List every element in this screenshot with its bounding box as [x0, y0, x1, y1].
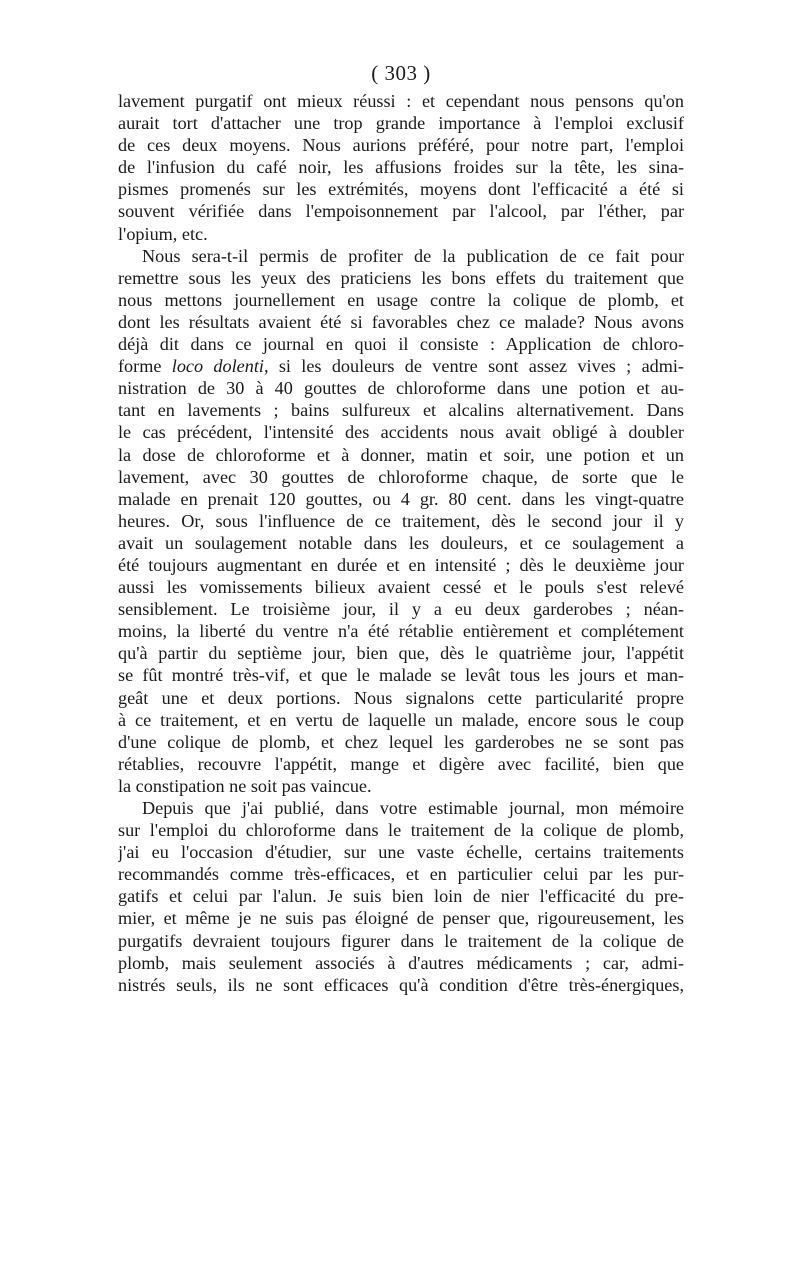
body-text — [118, 90, 684, 996]
text-line: nistrés seuls, ils ne sont efficaces qu'à condition d'être très-énergiques, — [118, 974, 684, 995]
text-line: de ces deux moyens. Nous aurions préféré, pour notre part, l'emploi — [118, 135, 684, 156]
text-line: aussi les vomissements bilieux avaient cessé et le pouls s'est relevé — [118, 577, 684, 598]
paragraph-2 — [118, 245, 684, 797]
text-line: aurait tort d'attacher une trop grande importance à l'emploi exclusif — [118, 113, 684, 134]
text-line: gatifs et celui par l'alun. Je suis bien loin de nier l'efficacité du pre- — [118, 886, 684, 907]
text-line: malade en prenait 120 gouttes, ou 4 gr. 80 cent. dans les vingt-quatre — [118, 488, 684, 509]
text-line: purgatifs devraient toujours figurer dans le traitement de la colique de — [118, 930, 684, 951]
text-line: plomb, mais seulement associés à d'autres médicaments ; car, admi- — [118, 952, 684, 973]
text-line: le cas précédent, l'intensité des accidents nous avait obligé à doubler — [118, 422, 684, 443]
text-line: rétablies, recouvre l'appétit, mange et digère avec facilité, bien que — [118, 753, 684, 774]
text-line: forme loco dolenti, si les douleurs de ventre sont assez vives ; admi- — [118, 356, 684, 377]
text-line: Nous sera-t-il permis de profiter de la publication de ce fait pour — [142, 245, 684, 266]
text-line: nistration de 30 à 40 gouttes de chloroforme dans une potion et au- — [118, 378, 684, 399]
text-line: lavement purgatif ont mieux réussi : et cependant nous pensons qu'on — [118, 91, 684, 111]
text-line: lavement, avec 30 gouttes de chloroforme chaque, de sorte que le — [118, 466, 684, 487]
document-page — [118, 58, 684, 996]
text-line: recommandés comme très-efficaces, et en particulier celui par les pur- — [118, 864, 684, 885]
text-line: j'ai eu l'occasion d'étudier, sur une vaste échelle, certains traitements — [118, 842, 684, 863]
text-line: à ce traitement, et en vertu de laquelle un malade, encore sous le coup — [118, 709, 684, 730]
text-line: l'opium, etc. — [118, 223, 208, 244]
text-line: la dose de chloroforme et à donner, matin et soir, une potion et un — [118, 444, 684, 465]
text-line: nous mettons journellement en usage contre la colique de plomb, et — [118, 289, 684, 310]
paragraph-3 — [118, 797, 684, 996]
text-line: avait un soulagement notable dans les douleurs, et ce soulagement a — [118, 532, 684, 553]
text-line: se fût montré très-vif, et que le malade se levât tous les jours et man- — [118, 665, 684, 686]
text-line: sur l'emploi du chloroforme dans le traitement de la colique de plomb, — [118, 820, 684, 841]
text-line: mier, et même je ne suis pas éloigné de penser que, rigoureusement, les — [118, 908, 684, 929]
text-line: d'une colique de plomb, et chez lequel les garderobes ne se sont pas — [118, 731, 684, 752]
text-line: pismes promenés sur les extrémités, moyens dont l'efficacité a été si — [118, 179, 684, 200]
text-line: remettre sous les yeux des praticiens les bons effets du traitement que — [118, 267, 684, 288]
text-line: la constipation ne soit pas vaincue. — [118, 775, 372, 796]
paragraph-1 — [118, 90, 684, 245]
text-line: souvent vérifiée dans l'empoisonnement par l'alcool, par l'éther, par — [118, 201, 684, 222]
text-line: de l'infusion du café noir, les affusions froides sur la tête, les sina- — [118, 157, 684, 178]
text-line: dont les résultats avaient été si favorables chez ce malade? Nous avons — [118, 311, 684, 332]
text-line: geât une et deux portions. Nous signalons cette particularité propre — [118, 687, 684, 708]
text-line: sensiblement. Le troisième jour, il y a eu deux garderobes ; néan- — [118, 599, 684, 620]
text-line: qu'à partir du septième jour, bien que, dès le quatrième jour, l'appétit — [118, 643, 684, 664]
text-line: heures. Or, sous l'influence de ce traitement, dès le second jour il y — [118, 510, 684, 531]
text-line: déjà dit dans ce journal en quoi il consiste : Application de chloro- — [118, 334, 684, 355]
text-line: moins, la liberté du ventre n'a été rétablie entièrement et complétement — [118, 621, 684, 642]
text-line: tant en lavements ; bains sulfureux et alcalins alternativement. Dans — [118, 400, 684, 421]
text-line: été toujours augmentant en durée et en intensité ; dès le deuxième jour — [118, 554, 684, 575]
text-line: Depuis que j'ai publié, dans votre estimable journal, mon mémoire — [142, 798, 684, 818]
page-number: ( 303 ) — [371, 61, 431, 85]
